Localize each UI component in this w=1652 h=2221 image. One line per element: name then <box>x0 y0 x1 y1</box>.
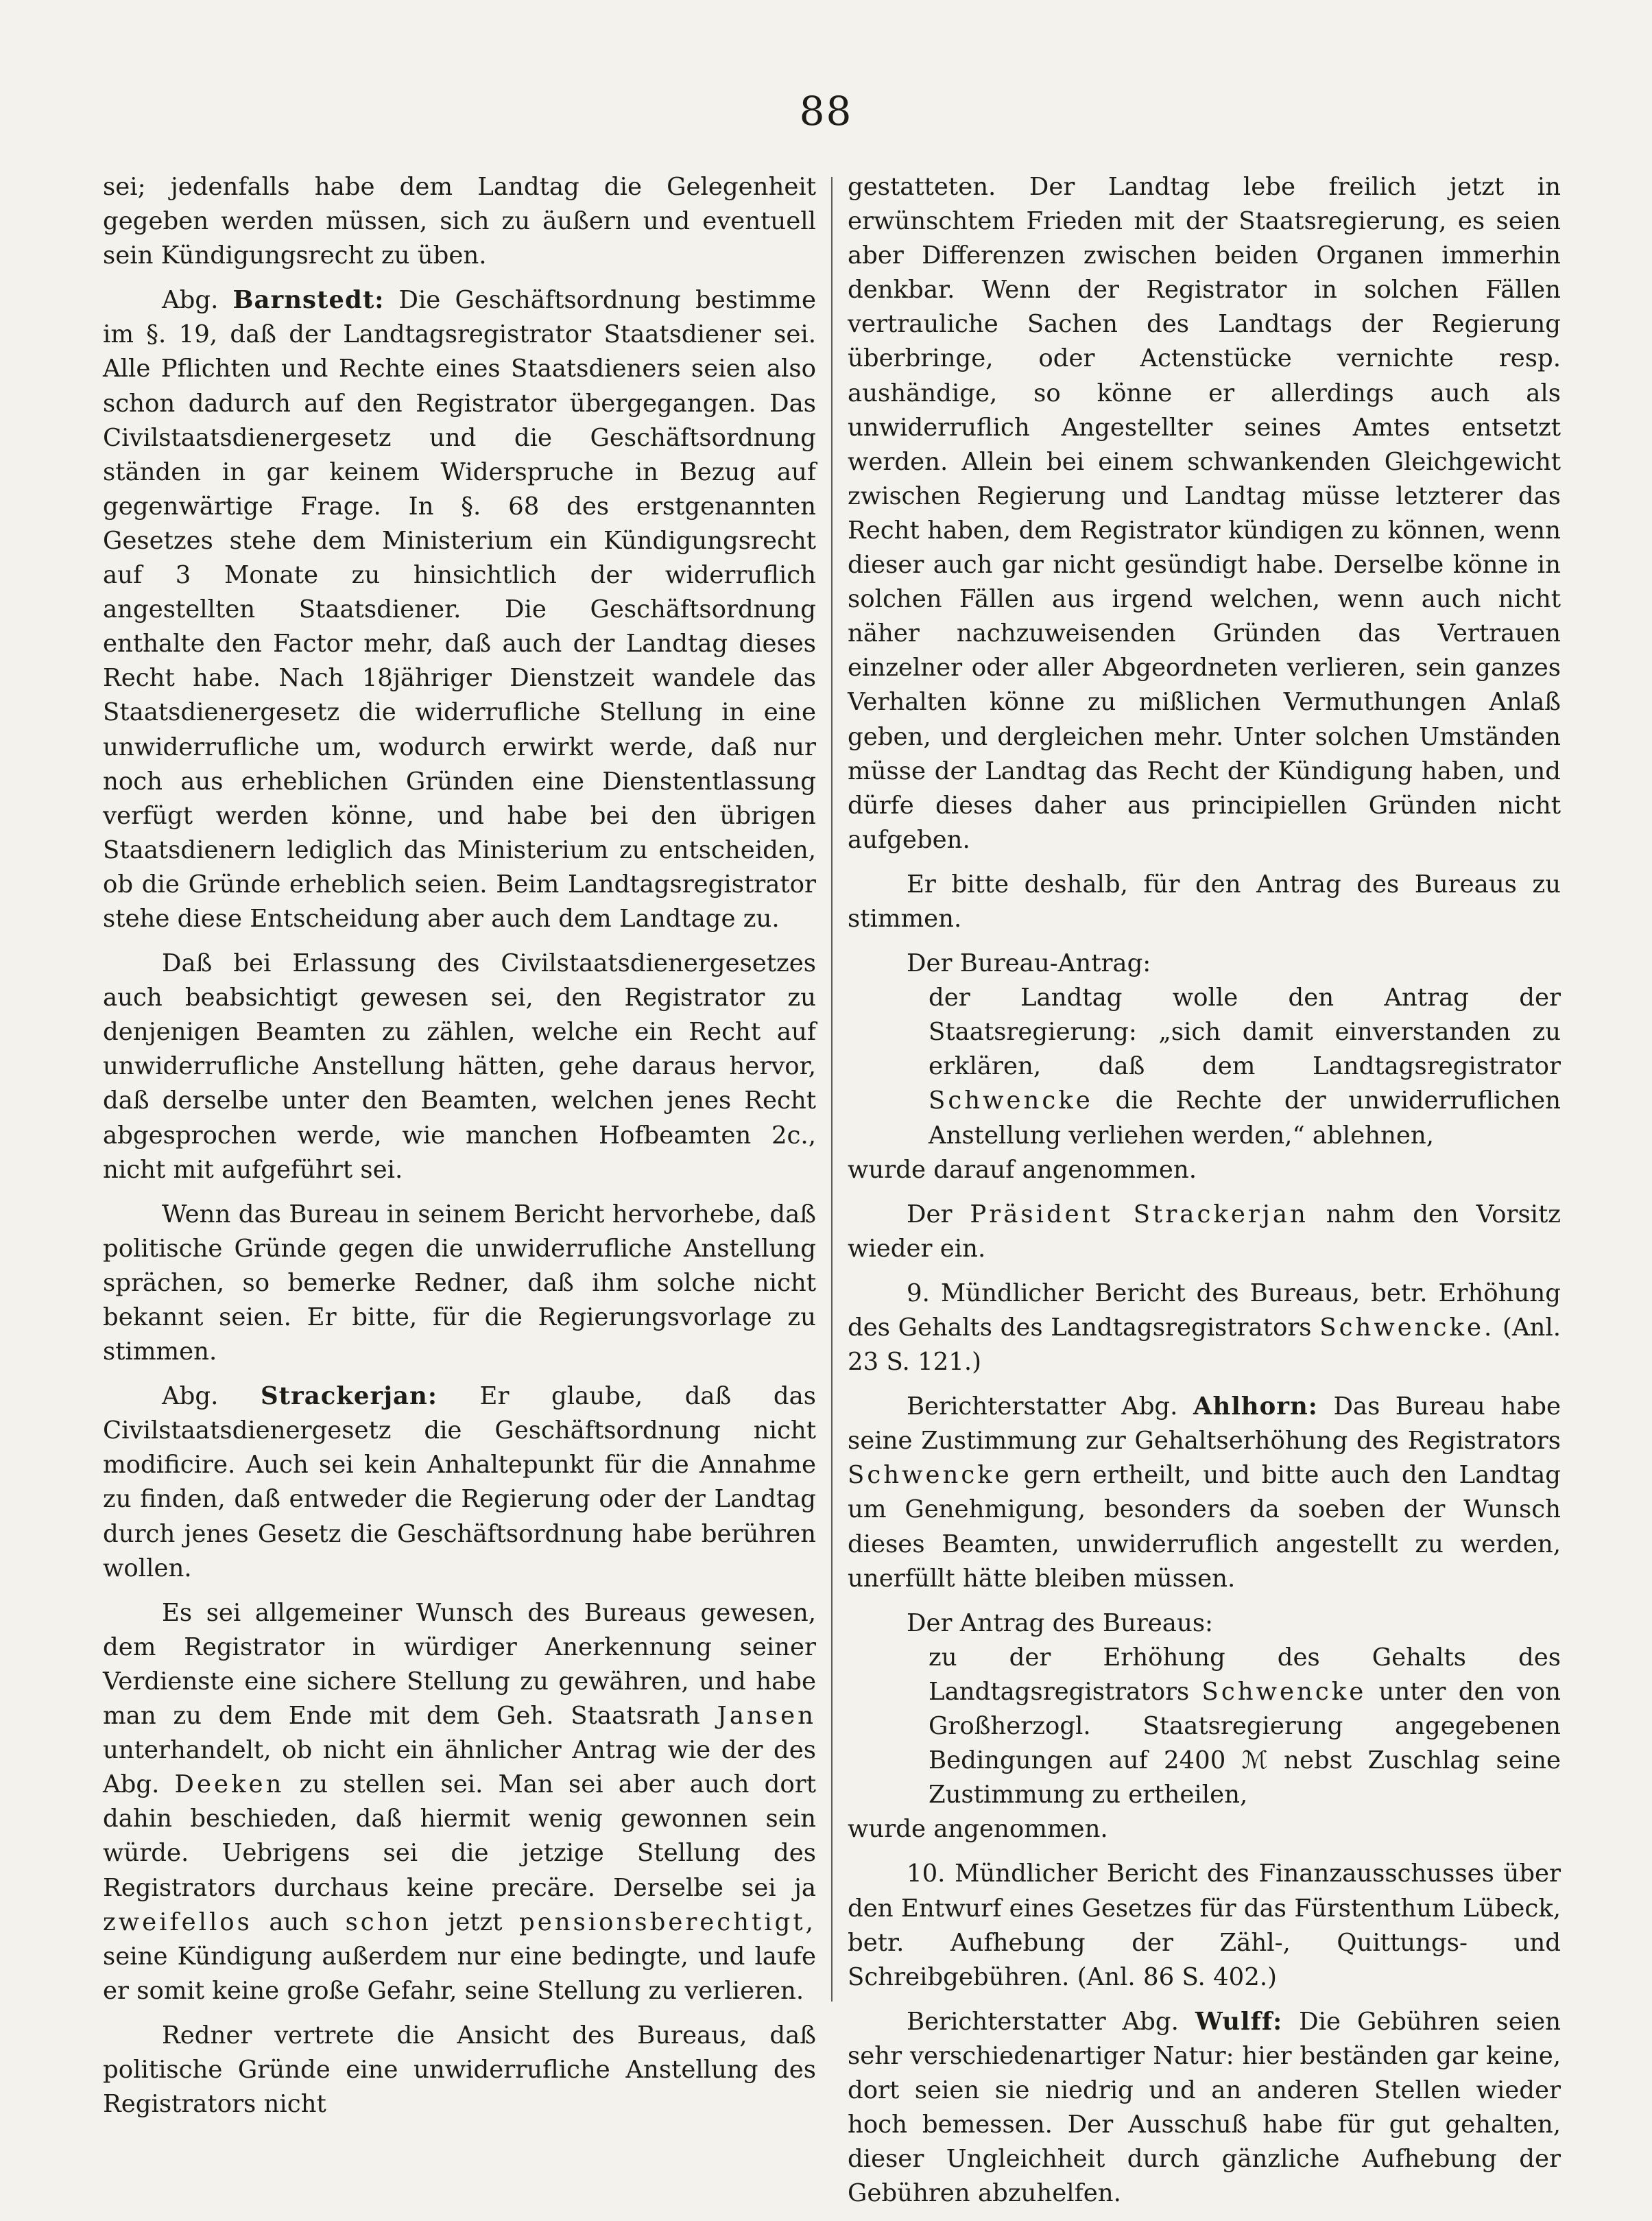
text-run: Das Bureau habe seine Zustimmung zur Gehaltserhöhung des Registrators <box>848 1392 1561 1456</box>
agenda-item <box>848 1276 1561 1379</box>
text-run: auch <box>269 1908 329 1936</box>
speaker-prefix: Abg. <box>162 286 219 315</box>
motion-text <box>929 981 1561 1152</box>
paragraph: sei; jedenfalls habe dem Landtag die Gelegenheit gegeben werden müssen, sich zu äußern und eventuell sein Kündigungsrecht zu üben. <box>103 173 816 270</box>
column-divider <box>831 177 833 2002</box>
paragraph <box>103 283 816 936</box>
page-number: 88 <box>799 88 853 134</box>
speech-text: Die Gebühren seien sehr verschiedenartiger Natur: hier beständen gar keine, dort seien sie niedrig und an anderen Stellen wieder hoch bemessen. Der Ausschuß habe für gut gehalten, dieser Ungleichheit durch gänzliche Aufhebung der Gebühren abzuhelfen. <box>848 2007 1561 2208</box>
left-column <box>103 170 816 2132</box>
speech-text: Er glaube, daß das Civilstaatsdienergesetz die Geschäftsordnung nicht modificire. Auch sei kein Anhaltepunkt für die Annahme zu finden, daß entweder die Regierung oder der Landtag durch jenes Gesetz die Geschäftsordnung habe berühren wollen. <box>103 1382 816 1582</box>
text-run: Der <box>907 1200 953 1228</box>
speaker-prefix: Abg. <box>162 1382 219 1411</box>
paragraph <box>848 1198 1561 1266</box>
paragraph: Wenn das Bureau in seinem Bericht hervorhebe, daß politische Gründe gegen die unwiderrufliche Anstellung sprächen, so bemerke Redner, daß ihm solche nicht bekannt seien. Er bitte, für die Regierungsvorlage zu stimmen. <box>103 1200 816 1366</box>
text-run: jetzt <box>448 1908 503 1936</box>
paragraph: Der Bureau-Antrag: <box>907 949 1151 978</box>
person-name: Präsident Strackerjan <box>970 1200 1308 1228</box>
paragraph: Daß bei Erlassung des Civilstaatsdienergesetzes auch beabsichtigt gewesen sei, den Registrator zu denjenigen Beamten zu zählen, welche ein Recht auf unwiderrufliche Anstellung hätten, gehe daraus hervor, daß derselbe unter den Beamten, welchen jenes Recht abgesprochen werde, wie manchen Hofbeamten 2c., nicht mit aufgeführt sei. <box>103 949 816 1184</box>
emphasis: schon <box>345 1908 431 1936</box>
text-run: die Rechte der unwiderruflichen Anstellung verliehen werden,“ ablehnen, <box>929 1086 1561 1150</box>
emphasis: zweifellos <box>103 1908 252 1936</box>
emphasis: pensionsberechtigt, <box>518 1908 816 1936</box>
text-run: zu stellen sei. Man sei aber auch dort dahin beschieden, daß hiermit wenig gewonnen sein würde. Uebrigens sei die jetzige Stellung des Registrators durchaus keine precäre. Derselbe sei ja <box>103 1770 816 1902</box>
paragraph: gestatteten. Der Landtag lebe freilich jetzt in erwünschtem Frieden mit der Staatsregierung, es seien aber Differenzen zwischen beiden Organen immerhin denkbar. Wenn der Registrator in solchen Fällen vertrauliche Sachen des Landtags der Regierung überbringe, oder Actenstücke vernichte resp. aushändige, so könne er allerdings auch als unwiderruflich Angestellter seines Amtes entsetzt werden. Allein bei einem schwankenden Gleichgewicht zwischen Regierung und Landtag müsse letzterer das Recht haben, dem Registrator kündigen zu können, wenn dieser auch gar nicht gesündigt habe. Derselbe könne in solchen Fällen aus irgend welchen, wenn auch nicht näher nachzuweisenden Gründen das Vertrauen einzelner oder aller Abgeordneten verlieren, sein ganzes Verhalten könne zu mißlichen Vermuthungen Anlaß geben, und dergleichen mehr. Unter solchen Umständen müsse der Landtag das Recht der Kündigung haben, und dürfe dieses daher aus principiellen Gründen nicht aufgeben. <box>848 173 1561 854</box>
text-run: der Landtag wolle den Antrag der Staatsregierung: „sich damit einverstanden zu erklären, daß dem Landtagsregistrator <box>929 984 1561 1081</box>
speaker-name: Wulff: <box>1195 2007 1283 2036</box>
speaker-prefix: Berichterstatter Abg. <box>907 1392 1178 1421</box>
text-run: unter den von Großherzogl. Staatsregierung angegebenen Bedingungen auf 2400 ℳ nebst Zuschlag seine Zustimmung zu ertheilen, <box>929 1677 1561 1809</box>
text-run: seine Kündigung außerdem nur eine bedingte, und laufe er somit keine große Gefahr, seine Stellung zu verlieren. <box>103 1942 816 2005</box>
agenda-item: 10. Mündlicher Bericht des Finanzausschusses über den Entwurf eines Gesetzes für das Fürstenthum Lübeck, betr. Aufhebung der Zähl-, Quittungs- und Schreibgebühren. (Anl. 86 S. 402.) <box>848 1860 1561 1991</box>
person-name: Schwencke <box>929 1086 1093 1115</box>
text-run: 9. Mündlicher Bericht des Bureaus, betr. Erhöhung des Gehalts des Landtagsregistrators <box>848 1279 1561 1342</box>
motion-text <box>929 1641 1561 1812</box>
paragraph <box>848 1390 1561 1596</box>
person-name: Deeken <box>174 1770 285 1799</box>
text-run: zu der Erhöhung des Gehalts des Landtagsregistrators <box>929 1643 1561 1706</box>
paragraph: Er bitte deshalb, für den Antrag des Bureaus zu stimmen. <box>848 870 1561 933</box>
person-name: Schwencke <box>1201 1677 1367 1706</box>
text-run: gern ertheilt, und bitte auch den Landtag um Genehmigung, besonders da soeben der Wunsch dieses Beamten, unwiderruflich angestellt zu werden, unerfüllt hätte bleiben müssen. <box>848 1461 1561 1593</box>
paragraph: Der Antrag des Bureaus: <box>907 1608 1214 1637</box>
paragraph <box>848 2005 1561 2211</box>
speaker-name: Strackerjan: <box>260 1382 438 1411</box>
paragraph: wurde angenommen. <box>848 1815 1108 1844</box>
text-run: unterhandelt, ob nicht ein ähnlicher Antrag wie der des Abg. <box>103 1736 816 1799</box>
person-name: Schwencke <box>848 1461 1012 1490</box>
text-run: (Anl. 23 S. 121.) <box>848 1314 1561 1377</box>
paragraph: wurde darauf angenommen. <box>848 1155 1197 1184</box>
person-name: Schwencke. <box>1319 1314 1495 1342</box>
right-column <box>848 170 1561 2221</box>
paragraph: Redner vertrete die Ansicht des Bureaus, daß politische Gründe eine unwiderrufliche Anstellung des Registrators nicht <box>103 2021 816 2119</box>
text-run: nahm den Vorsitz wieder ein. <box>848 1200 1561 1263</box>
speaker-name: Barnstedt: <box>232 286 385 315</box>
speaker-name: Ahlhorn: <box>1193 1392 1318 1421</box>
person-name: Jansen <box>717 1702 816 1731</box>
speaker-prefix: Berichterstatter Abg. <box>907 2007 1179 2036</box>
paragraph <box>103 1379 816 1586</box>
speech-text: Die Geschäftsordnung bestimme im §. 19, daß der Landtagsregistrator Staatsdiener sei. Alle Pflichten und Rechte eines Staatsdieners seien also schon dadurch auf den Registrator übergegangen. Das Civilstaatsdienergesetz und die Geschäftsordnung ständen in gar keinem Widerspruche in Bezug auf gegenwärtige Frage. In §. 68 des erstgenannten Gesetzes stehe dem Ministerium ein Kündigungsrecht auf 3 Monate zu hinsichtlich der widerruflich angestellten Staatsdiener. Die Geschäftsordnung enthalte den Factor mehr, daß auch der Landtag dieses Recht habe. Nach 18jähriger Dienstzeit wandele das Staatsdienergesetz die widerrufliche Stellung in eine unwiderrufliche um, wodurch erwirkt werde, daß nur noch aus erheblichen Gründen eine Dienstentlassung verfügt werden könne, und habe bei den übrigen Staatsdienern lediglich das Ministerium zu entscheiden, ob die Gründe erheblich seien. Beim Landtagsregistrator stehe diese Entscheidung aber auch dem Landtage zu. <box>103 286 816 933</box>
paragraph <box>103 1596 816 2008</box>
text-run: Es sei allgemeiner Wunsch des Bureaus gewesen, dem Registrator in würdiger Anerkennung seiner Verdienste eine sichere Stellung zu gewähren, und habe man zu dem Ende mit dem Geh. Staatsrath <box>103 1598 816 1731</box>
